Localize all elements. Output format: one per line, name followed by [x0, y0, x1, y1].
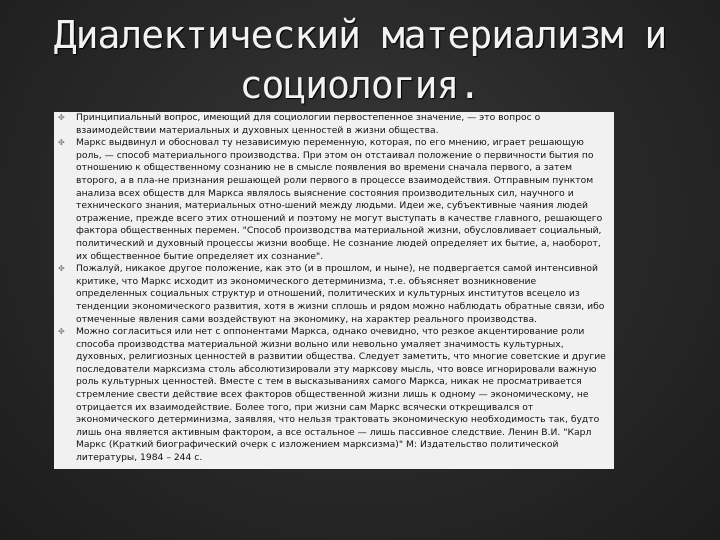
slide-title: Диалектический материализм и социология. — [53, 13, 667, 107]
flower-bullet-icon: ✤ — [58, 113, 65, 122]
bullet-text: Маркс выдвинул и обосновал ту независимую переменную, которая, по его мнению, играет решающую роль, — способ материального производства. При этом он отстаивал положение о первичности бытия по отношению к общественному сознанию не в смысле появления во времени сначала первого, а затем второго, а в пла-не признания решающей роли первого в процессе взаимодействия. Отправным пунктом анализа всех обществ для Маркса являлось выяснение состояния производительных сил, научного и технического знания, материальных отно-шений между людьми. Идеи же, субъективные чаяния людей отражение, прежде всего этих отношений и поэтому не могут выступать в качестве главного, решающего фактора общественных перемен. "Способ производства материальной жизни, обусловливает социальный, политический и духовный процессы жизни вообще. Не сознание людей определяет их бытие, а, наоборот, их общественное бытие определяет их сознание". — [76, 137, 603, 262]
bullet-item-3 — [58, 263, 610, 326]
bullet-item-2 — [58, 137, 610, 263]
flower-bullet-icon: ✤ — [58, 264, 65, 274]
bullet-text: Можно согласиться или нет с оппонентами Маркса, однако очевидно, что резкое акцентирование роли способа производства материальной жизни вольно или невольно умаляет значимость культурных, духовных, религиозных ценностей в развитии общества. Следует заметить, что многие советские и другие последователи марксизма столь абсолютизировали эту марксову мысль, что вовсе игнорировали важную роль культурных ценностей. Вместе с тем в высказываниях самого Маркса, никак не просматривается стремление свести действие всех факторов общественной жизни лишь к одному — экономическому, не отрицается их взаимодействие. Более того, при жизни сам Маркс всячески открещивался от экономического детерминизма, заявляя, что нельзя трактовать экономическую необходимость так, будто лишь она является активным фактором, а все остальное — лишь пассивное следствие. Ленин В.И. "Карл Маркс (Краткий биографический очерк с изложением марксизма)" М: Издательство политической литературы, 1984 – 244 с. — [76, 326, 606, 464]
text-panel — [54, 112, 614, 469]
bullet-text: Пожалуй, никакое другое положение, как это (и в прошлом, и ныне), не подвергается самой интенсивной критике, что Маркс исходит из экономического детерминизма, т.е. объясняет возникновение определенных социальных структур и отношений, политических и культурных институтов всецело из тенденции экономического развития, хотя в жизни сплошь и рядом можно наблюдать обратные связи, ибо отмеченные явления сами воздействуют на экономику, на характер реального производства. — [76, 263, 605, 325]
bullet-text: Принципиальный вопрос, имеющий для социологии первостепенное значение, — это вопрос о взаимодействии материальных и духовных ценностей в жизни общества. — [76, 112, 541, 136]
flower-bullet-icon: ✤ — [58, 327, 65, 337]
bullet-item-1 — [58, 112, 610, 137]
flower-bullet-icon: ✤ — [58, 138, 65, 148]
bullet-item-4 — [58, 326, 610, 465]
